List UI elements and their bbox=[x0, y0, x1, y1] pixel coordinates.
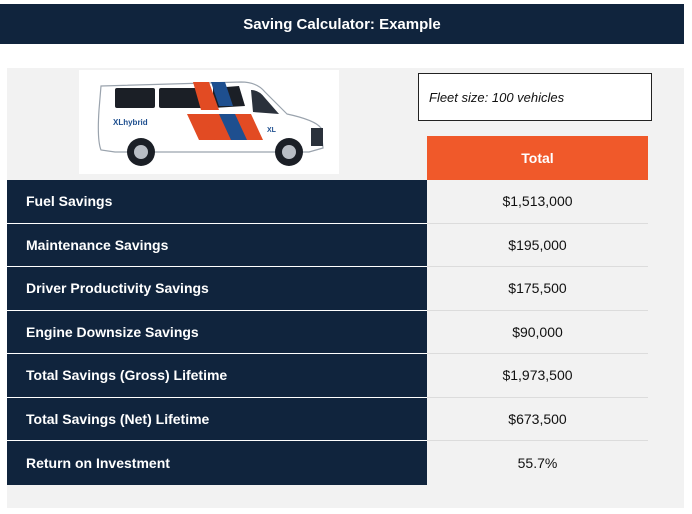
page-title: Saving Calculator: Example bbox=[0, 4, 684, 44]
row-value: $1,973,500 bbox=[427, 354, 648, 398]
table-row bbox=[7, 180, 648, 224]
van-illustration bbox=[79, 70, 339, 174]
table-row bbox=[7, 224, 648, 268]
table-row bbox=[7, 398, 648, 442]
row-value: $195,000 bbox=[427, 224, 648, 268]
table-row bbox=[7, 311, 648, 355]
savings-table bbox=[7, 180, 648, 485]
row-value: $1,513,000 bbox=[427, 180, 648, 224]
row-label: Fuel Savings bbox=[7, 180, 427, 224]
row-label: Engine Downsize Savings bbox=[7, 311, 427, 355]
row-label: Total Savings (Net) Lifetime bbox=[7, 398, 427, 442]
van-image bbox=[79, 70, 339, 174]
table-row bbox=[7, 354, 648, 398]
fleet-size-box bbox=[418, 73, 652, 121]
row-value: $175,500 bbox=[427, 267, 648, 311]
row-value: 55.7% bbox=[427, 441, 648, 485]
table-row bbox=[7, 441, 648, 485]
van-badge-text: XL bbox=[267, 127, 276, 134]
total-column-header: Total bbox=[427, 136, 648, 180]
row-label: Total Savings (Gross) Lifetime bbox=[7, 354, 427, 398]
row-value: $673,500 bbox=[427, 398, 648, 442]
row-value: $90,000 bbox=[427, 311, 648, 355]
row-label: Return on Investment bbox=[7, 441, 427, 485]
row-label: Maintenance Savings bbox=[7, 224, 427, 268]
row-label: Driver Productivity Savings bbox=[7, 267, 427, 311]
van-logo-text: XLhybrid bbox=[113, 118, 148, 127]
table-row bbox=[7, 267, 648, 311]
fleet-size-text: Fleet size: 100 vehicles bbox=[429, 89, 565, 105]
